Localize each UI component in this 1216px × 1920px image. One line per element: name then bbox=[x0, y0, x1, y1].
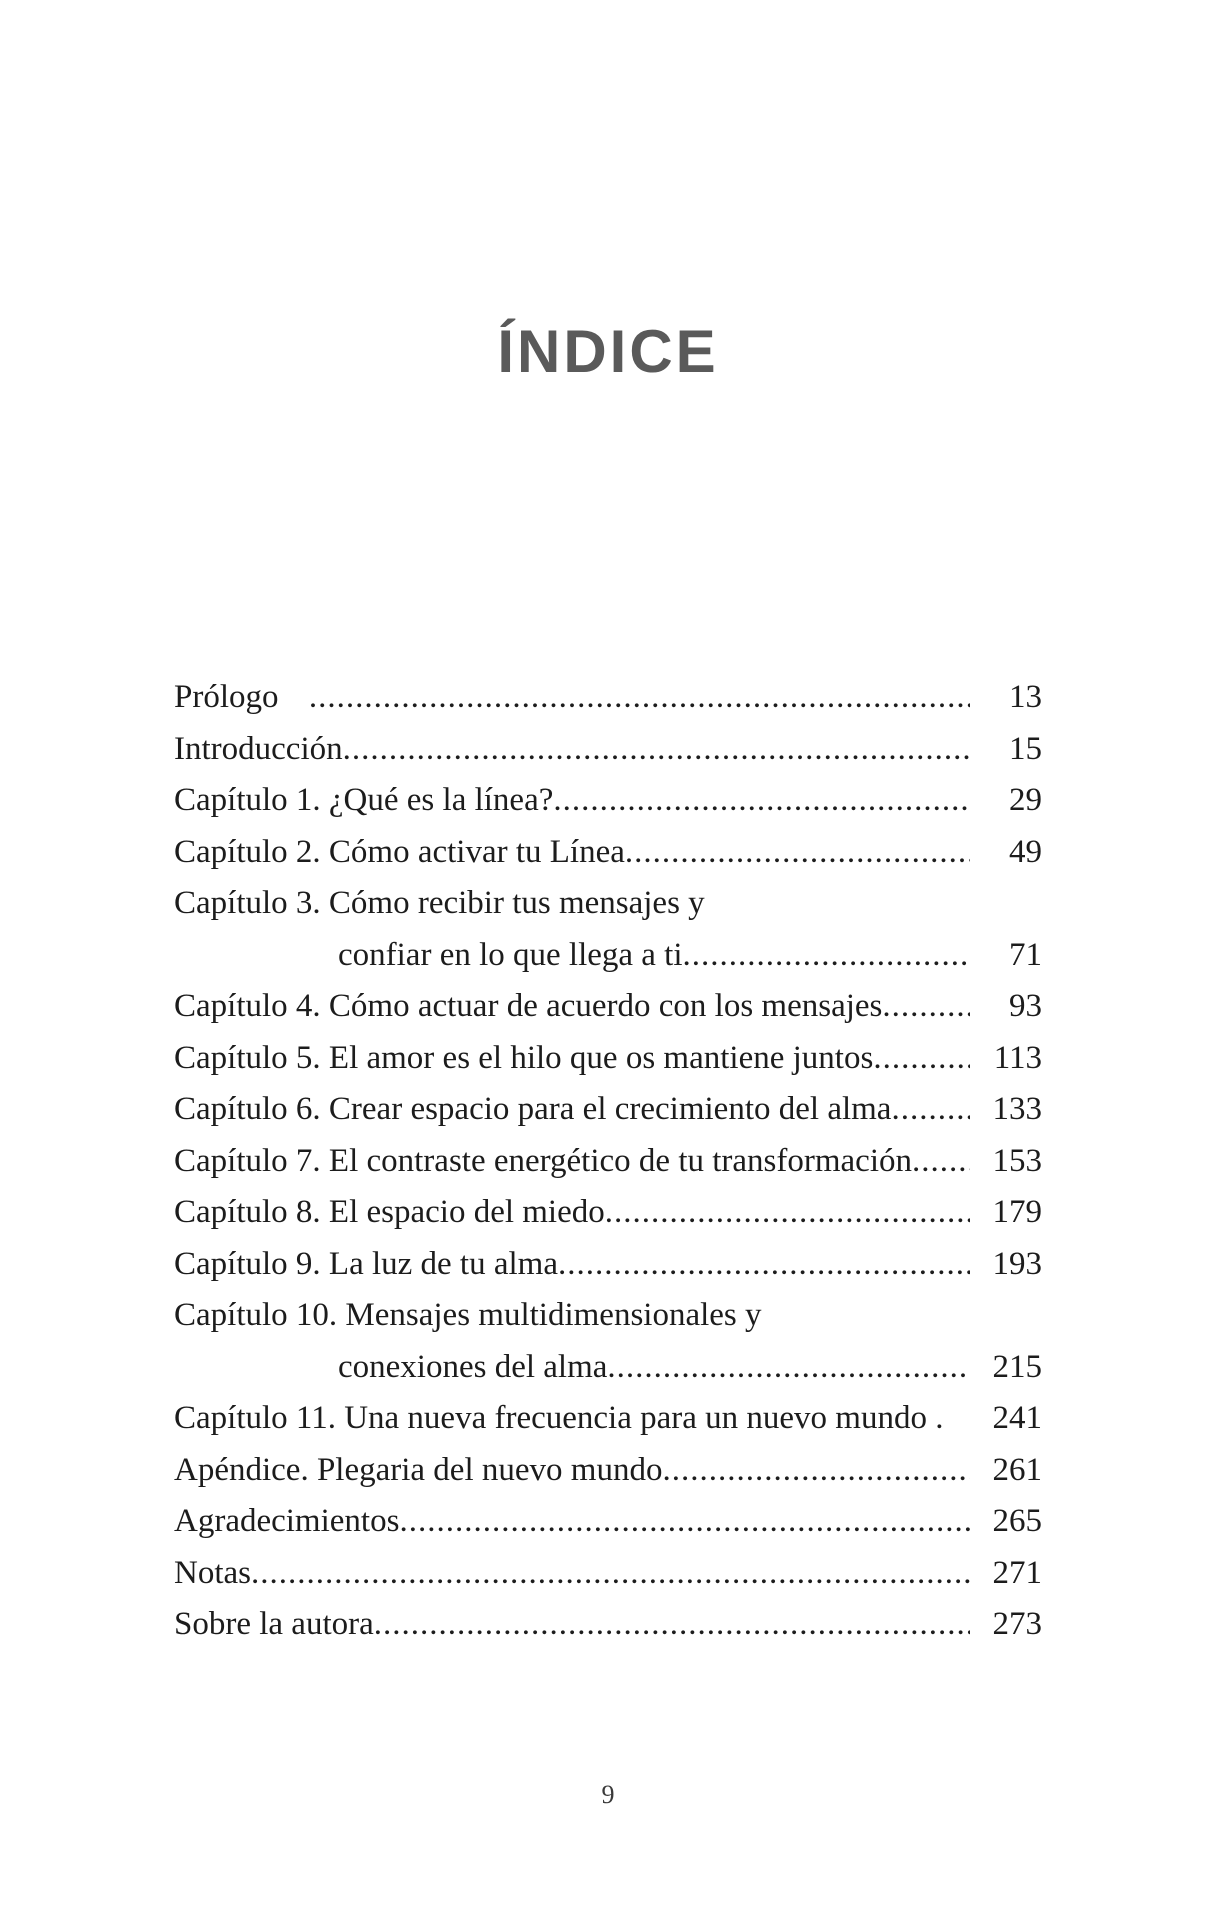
toc-entry-capitulo-7[interactable] bbox=[174, 1136, 1042, 1188]
toc-entry-label: Capítulo 10. Mensajes multidimensionales y bbox=[174, 1297, 762, 1333]
toc-entry-page: 261 bbox=[992, 1451, 1042, 1488]
dot-leader bbox=[912, 1136, 970, 1188]
toc-entry-label: Capítulo 5. El amor es el hilo que os mantiene juntos bbox=[174, 1039, 874, 1076]
toc-entry-apendice[interactable] bbox=[174, 1445, 1042, 1497]
toc-entry-label: Capítulo 9. La luz de tu alma bbox=[174, 1245, 558, 1282]
dot-leader bbox=[662, 1445, 970, 1497]
dot-leader bbox=[607, 1342, 970, 1394]
dot-leader bbox=[374, 1599, 970, 1651]
page-title: ÍNDICE bbox=[497, 318, 719, 385]
toc-entry-page: 49 bbox=[1009, 833, 1042, 870]
toc-entry-label-continued: confiar en lo que llega a ti bbox=[338, 936, 683, 973]
toc-entry-capitulo-3-continued[interactable] bbox=[174, 930, 1042, 982]
toc-entry-prologo[interactable] bbox=[174, 672, 1042, 724]
dot-leader bbox=[343, 724, 970, 776]
toc-entry-label: Capítulo 2. Cómo activar tu Línea bbox=[174, 833, 625, 870]
toc-entry-capitulo-6[interactable] bbox=[174, 1084, 1042, 1136]
toc-entry-agradecimientos[interactable] bbox=[174, 1496, 1042, 1548]
dot-leader bbox=[882, 981, 970, 1033]
dot-leader bbox=[873, 1033, 970, 1085]
page-number: 9 bbox=[601, 1780, 615, 1809]
toc-entry-label: Agradecimientos bbox=[174, 1503, 400, 1539]
dot-leader bbox=[625, 827, 970, 879]
toc-entry-page: 193 bbox=[992, 1245, 1042, 1282]
toc-entry-introduccion[interactable] bbox=[174, 724, 1042, 776]
toc-entry-capitulo-10[interactable] bbox=[174, 1290, 1042, 1342]
toc-entry-label: Sobre la autora bbox=[174, 1606, 374, 1642]
toc-entry-page: 153 bbox=[992, 1142, 1042, 1179]
toc-entry-label: Capítulo 6. Crear espacio para el crecimiento del alma bbox=[174, 1091, 892, 1127]
dot-leader bbox=[683, 930, 970, 982]
toc-entry-label: Capítulo 11. Una nueva frecuencia para un nuevo mundo . bbox=[174, 1400, 944, 1436]
toc-entry-label: Capítulo 1. ¿Qué es la línea? bbox=[174, 782, 554, 818]
toc-entry-page: 241 bbox=[992, 1400, 1042, 1436]
toc-entry-label: Notas bbox=[174, 1554, 251, 1591]
toc-entry-label: Capítulo 3. Cómo recibir tus mensajes y bbox=[174, 885, 705, 921]
toc-entry-page: 13 bbox=[1009, 679, 1042, 715]
toc-entry-capitulo-10-continued[interactable] bbox=[174, 1342, 1042, 1394]
toc-entry-label: Apéndice. Plegaria del nuevo mundo bbox=[174, 1451, 663, 1488]
toc-entry-page: 93 bbox=[1009, 988, 1042, 1024]
toc-entry-capitulo-1[interactable] bbox=[174, 775, 1042, 827]
toc-entry-page: 273 bbox=[992, 1606, 1042, 1642]
toc-entry-label-continued: conexiones del alma bbox=[338, 1348, 608, 1385]
toc-entry-label: Capítulo 8. El espacio del miedo bbox=[174, 1194, 605, 1230]
table-of-contents bbox=[174, 672, 1042, 1651]
toc-entry-page: 29 bbox=[1009, 782, 1042, 818]
dot-leader bbox=[605, 1187, 970, 1239]
toc-entry-label: Capítulo 4. Cómo actuar de acuerdo con los mensajes bbox=[174, 988, 883, 1024]
dot-leader bbox=[553, 775, 970, 827]
toc-entry-page: 215 bbox=[992, 1348, 1042, 1385]
dot-leader bbox=[558, 1239, 970, 1291]
toc-entry-capitulo-8[interactable] bbox=[174, 1187, 1042, 1239]
toc-entry-capitulo-4[interactable] bbox=[174, 981, 1042, 1033]
toc-entry-page: 71 bbox=[1009, 936, 1042, 973]
toc-entry-capitulo-11[interactable] bbox=[174, 1393, 1042, 1445]
toc-entry-page: 133 bbox=[992, 1091, 1042, 1127]
toc-entry-capitulo-3[interactable] bbox=[174, 878, 1042, 930]
dot-leader bbox=[251, 1548, 970, 1600]
toc-entry-page: 265 bbox=[992, 1503, 1042, 1539]
toc-entry-notas[interactable] bbox=[174, 1548, 1042, 1600]
toc-entry-sobre-la-autora[interactable] bbox=[174, 1599, 1042, 1651]
dot-leader bbox=[891, 1084, 970, 1136]
toc-entry-capitulo-2[interactable] bbox=[174, 827, 1042, 879]
toc-entry-page: 271 bbox=[992, 1554, 1042, 1591]
dot-leader bbox=[399, 1496, 970, 1548]
dot-leader bbox=[309, 672, 970, 724]
toc-entry-label: Introducción bbox=[174, 730, 343, 767]
toc-entry-page: 179 bbox=[992, 1194, 1042, 1230]
toc-entry-label: Prólogo bbox=[174, 679, 279, 715]
toc-entry-page: 15 bbox=[1009, 730, 1042, 767]
toc-entry-capitulo-5[interactable] bbox=[174, 1033, 1042, 1085]
toc-entry-page: 113 bbox=[993, 1039, 1042, 1076]
toc-entry-label: Capítulo 7. El contraste energético de tu transformación bbox=[174, 1142, 912, 1179]
toc-entry-capitulo-9[interactable] bbox=[174, 1239, 1042, 1291]
